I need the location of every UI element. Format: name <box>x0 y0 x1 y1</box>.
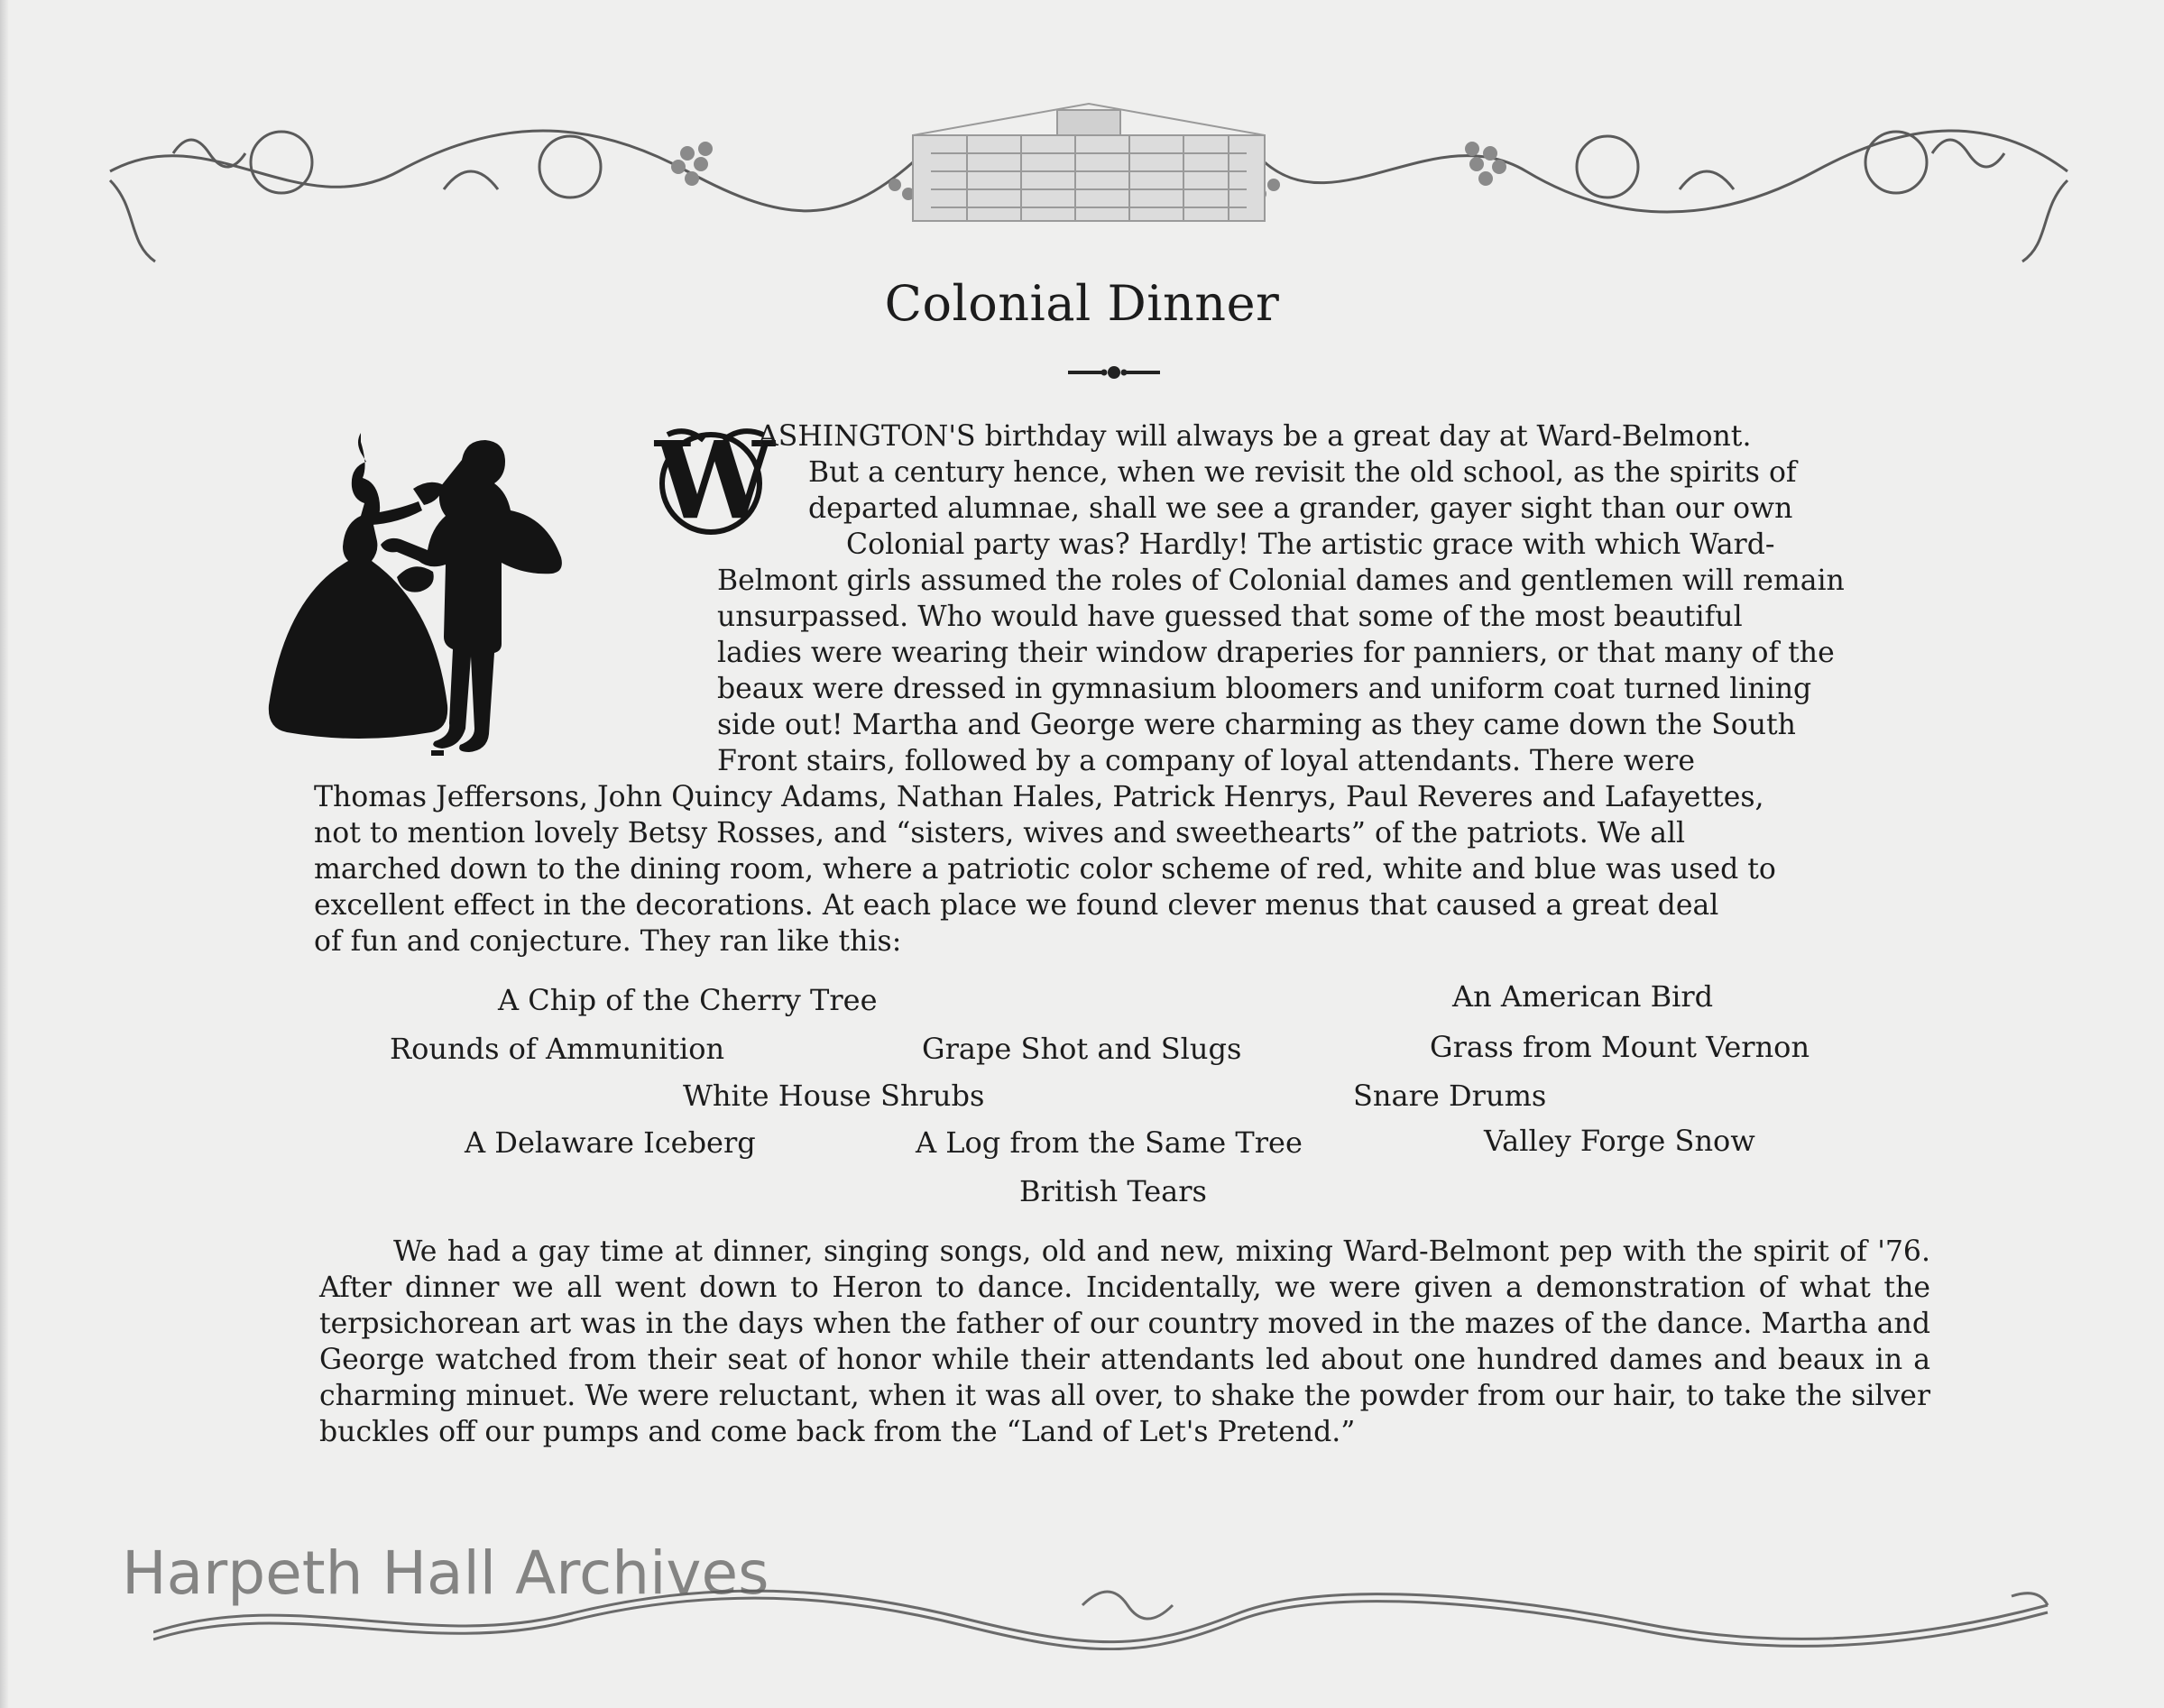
text-line: unsurpassed. Who would have guessed that some of the most beautiful <box>717 601 1743 633</box>
menu-item: Grass from Mount Vernon <box>1430 1030 1810 1064</box>
menu-item: A Chip of the Cherry Tree <box>498 983 878 1017</box>
text-line: not to mention lovely Betsy Rosses, and “sisters, wives and sweethearts” of the patriots. We all <box>314 817 1686 849</box>
menu-item: A Delaware Iceberg <box>465 1125 756 1160</box>
menu-list <box>0 979 2164 1217</box>
title-divider-ornament <box>1064 363 1164 382</box>
top-ornamental-border <box>101 99 2077 280</box>
menu-item: Valley Forge Snow <box>1484 1124 1755 1158</box>
menu-item: Snare Drums <box>1353 1079 1547 1113</box>
text-line: excellent effect in the decorations. At each place we found clever menus that caused a great deal <box>314 889 1719 922</box>
archive-watermark: Harpeth Hall Archives <box>122 1538 769 1608</box>
menu-item: Rounds of Ammunition <box>390 1032 725 1066</box>
paragraph-2: We had a gay time at dinner, singing songs, old and new, mixing Ward-Belmont pep with the spirit of '76. After dinner we all went down to Heron to dance. Incidentally, we were given a demonstration of what the terpsichorean art was in the days when the father of our country moved in the mazes of the dance. Martha and George watched from their seat of honor while their attendants led about one hundred dames and beaux in a charming minuet. We were reluctant, when it was all over, to shake the powder from our hair, to take the silver buckles off our pumps and come back from the “Land of Let's Pretend.” <box>319 1235 1930 1448</box>
text-line: But a century hence, when we revisit the old school, as the spirits of <box>808 456 1797 489</box>
menu-item: Grape Shot and Slugs <box>922 1032 1242 1066</box>
text-line: ladies were wearing their window draperies for panniers, or that many of the <box>717 637 1835 669</box>
text-line: Colonial party was? Hardly! The artistic grace with which Ward- <box>846 528 1775 561</box>
text-line: departed alumnae, shall we see a grander, gayer sight than our own <box>808 492 1793 525</box>
menu-item: White House Shrubs <box>683 1079 985 1113</box>
paragraph-1 <box>314 418 1922 960</box>
menu-item: An American Bird <box>1452 979 1714 1014</box>
text-line: side out! Martha and George were charming as they came down the South <box>717 709 1796 741</box>
menu-item: British Tears <box>1019 1174 1207 1208</box>
menu-item: A Log from the Same Tree <box>916 1125 1303 1160</box>
text-line: Front stairs, followed by a company of loyal attendants. There were <box>717 745 1695 777</box>
text-line: of fun and conjecture. They ran like this: <box>314 925 902 958</box>
text-line: ASHINGTON'S birthday will always be a great day at Ward-Belmont. <box>758 420 1752 453</box>
drop-cap-letter: W <box>655 418 775 543</box>
text-line: marched down to the dining room, where a patriotic color scheme of red, white and blue was used to <box>314 853 1776 886</box>
text-line: Thomas Jeffersons, John Quincy Adams, Nathan Hales, Patrick Henrys, Paul Reveres and Lafayettes, <box>314 781 1764 813</box>
page-title: Colonial Dinner <box>884 275 1280 332</box>
text-line: Belmont girls assumed the roles of Colonial dames and gentlemen will remain <box>717 565 1845 597</box>
page-edge-shadow <box>0 0 9 1708</box>
text-line: beaux were dressed in gymnasium bloomers and uniform coat turned lining <box>717 673 1812 705</box>
